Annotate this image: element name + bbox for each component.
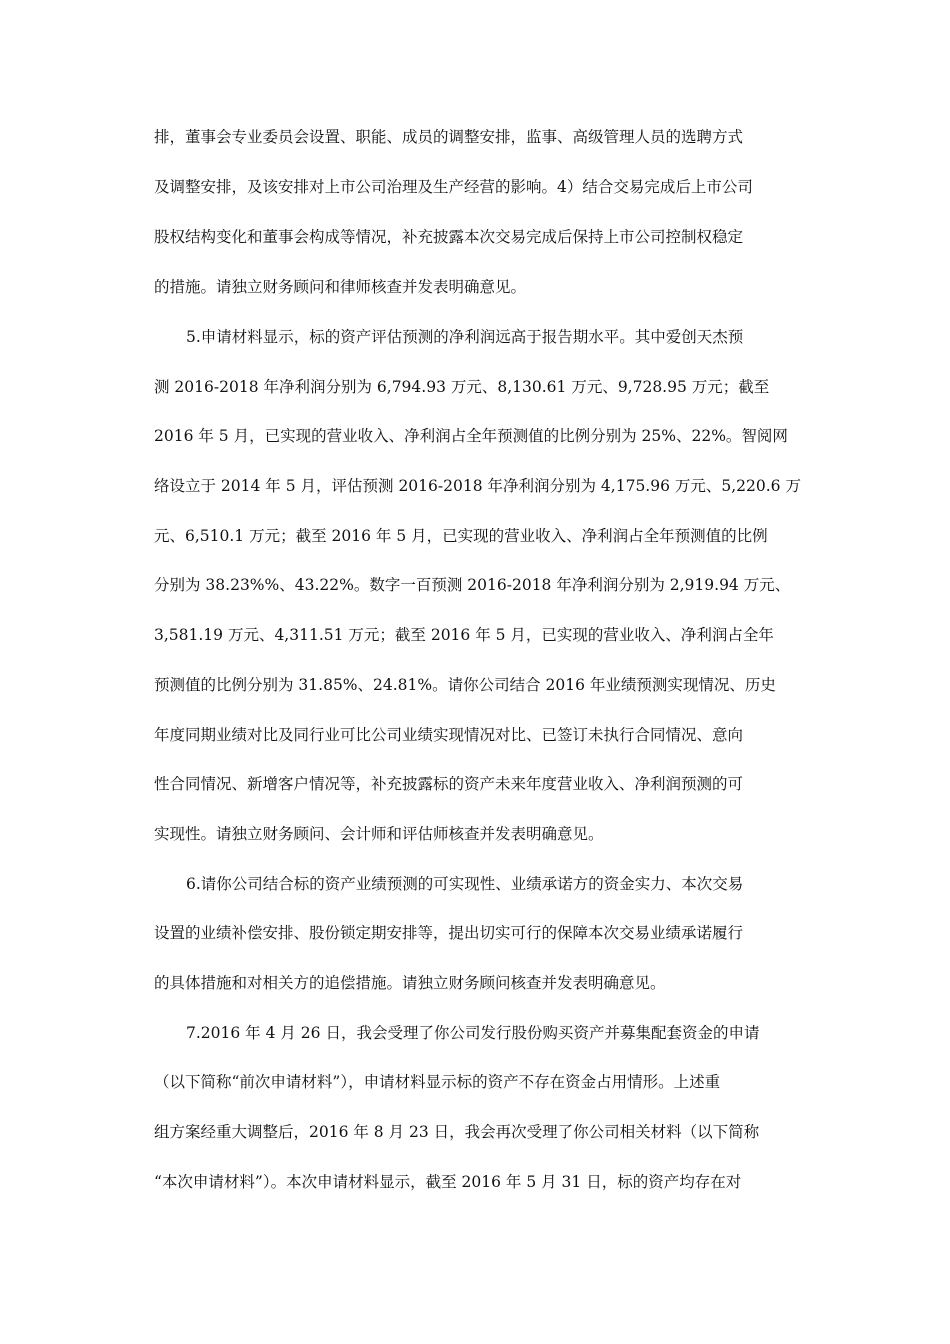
text-line: 设置的业绩补偿安排、股份锁定期安排等，提出切实可行的保障本次交易业绩承诺履行 <box>154 924 744 942</box>
text-line: “本次申请材料”）。本次申请材料显示，截至 2016 年 5 月 31 日，标的资产均存在对 <box>154 1173 742 1191</box>
text-line: （以下简称“前次申请材料”），申请材料显示标的资产不存在资金占用情形。上述重 <box>154 1073 721 1091</box>
text-line: 3,581.19 万元、4,311.51 万元；截至 2016 年 5 月，已实现的营业收入、净利润占全年 <box>154 626 774 644</box>
text-line: 排，董事会专业委员会设置、职能、成员的调整安排，监事、高级管理人员的选聘方式 <box>154 128 744 146</box>
text-line: 测 2016-2018 年净利润分别为 6,794.93 万元、8,130.61 万元、9,728.95 万元；截至 <box>154 378 770 396</box>
text-line: 元、6,510.1 万元；截至 2016 年 5 月，已实现的营业收入、净利润占全年预测值的比例 <box>154 527 768 545</box>
text-line: 性合同情况、新增客户情况等，补充披露标的资产未来年度营业收入、净利润预测的可 <box>154 775 744 793</box>
paragraph-6-start: 6.请你公司结合标的资产业绩预测的可实现性、业绩承诺方的资金实力、本次交易 <box>186 875 744 893</box>
text-line: 分别为 38.23%%、43.22%。数字一百预测 2016-2018 年净利润分别为 2,919.94 万元、 <box>154 576 791 594</box>
paragraph-5-start: 5.申请材料显示，标的资产评估预测的净利润远高于报告期水平。其中爱创天杰预 <box>186 328 744 346</box>
text-line: 年度同期业绩对比及同行业可比公司业绩实现情况对比、已签订未执行合同情况、意向 <box>154 726 744 744</box>
text-line: 股权结构变化和董事会构成等情况，补充披露本次交易完成后保持上市公司控制权稳定 <box>154 228 744 246</box>
text-line: 2016 年 5 月，已实现的营业收入、净利润占全年预测值的比例分别为 25%、22%。智阅网 <box>154 427 788 445</box>
text-line: 的具体措施和对相关方的追偿措施。请独立财务顾问核查并发表明确意见。 <box>154 974 666 992</box>
text-line: 实现性。请独立财务顾问、会计师和评估师核查并发表明确意见。 <box>154 825 604 843</box>
text-line: 预测值的比例分别为 31.85%、24.81%。请你公司结合 2016 年业绩预测实现情况、历史 <box>154 676 776 694</box>
text-line: 络设立于 2014 年 5 月，评估预测 2016-2018 年净利润分别为 4,175.96 万元、5,220.6 万 <box>154 477 801 495</box>
text-line: 的措施。请独立财务顾问和律师核查并发表明确意见。 <box>154 278 527 296</box>
text-line: 及调整安排，及该安排对上市公司治理及生产经营的影响。4）结合交易完成后上市公司 <box>154 178 753 196</box>
text-line: 组方案经重大调整后，2016 年 8 月 23 日，我会再次受理了你公司相关材料（以下简称 <box>154 1123 760 1141</box>
paragraph-7-start: 7.2016 年 4 月 26 日，我会受理了你公司发行股份购买资产并募集配套资金的申请 <box>186 1024 760 1042</box>
